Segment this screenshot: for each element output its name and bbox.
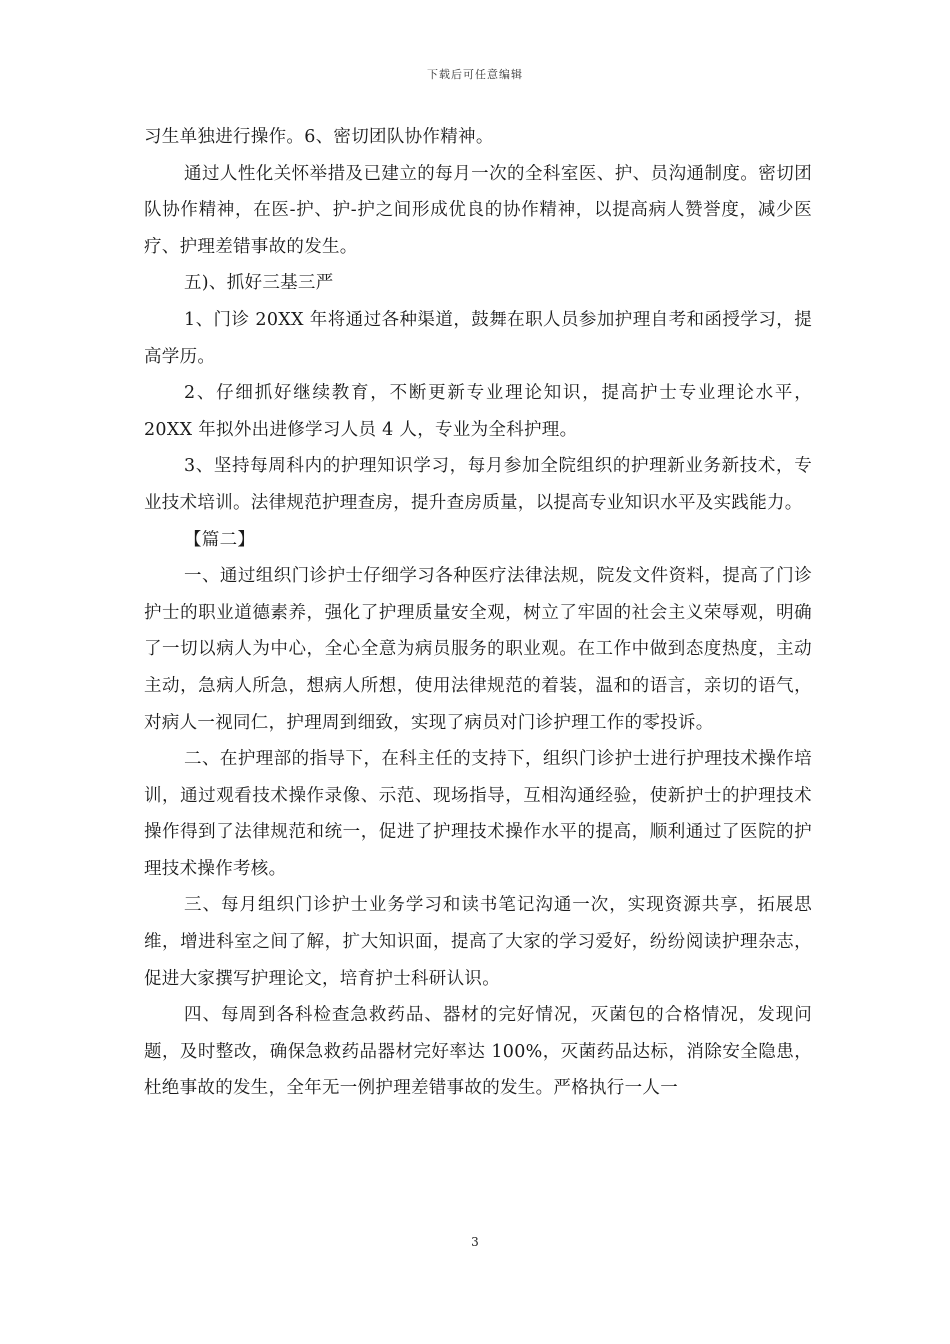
section-heading-5: 五)、抓好三基三严 <box>184 273 334 294</box>
paragraph-item-four: 四、每周到各科检查急救药品、器材的完好情况，灭菌包的合格情况，发现问题，及时整改，确保急救药品器材完好率达 100%，灭菌药品达标，消除安全隐患，杜绝事故的发生，全年无一例护理差错事故的发生。严格执行一人一 <box>144 1005 812 1099</box>
section-heading-part-two: 【篇二】 <box>184 529 256 550</box>
paragraph-item-three: 三、每月组织门诊护士业务学习和读书笔记沟通一次，实现资源共享，拓展思维，增进科室之间了解，扩大知识面，提高了大家的学习爱好，纷纷阅读护理杂志，促进大家撰写护理论文，培育护士科研认识。 <box>144 895 812 989</box>
list-item-3: 3、坚持每周科内的护理知识学习，每月参加全院组织的护理新业务新技术，专业技术培训。法律规范护理查房，提升查房质量，以提高专业知识水平及实践能力。 <box>144 456 812 513</box>
list-item-1: 1、门诊 20XX 年将通过各种渠道，鼓舞在职人员参加护理自考和函授学习，提高学历。 <box>144 309 812 367</box>
paragraph-1: 习生单独进行操作。6、密切团队协作精神。 <box>144 127 494 147</box>
paragraph-item-one: 一、通过组织门诊护士仔细学习各种医疗法律法规，院发文件资料，提高了门诊护士的职业道德素养，强化了护理质量安全观，树立了牢固的社会主义荣辱观，明确了一切以病人为中心，全心全意为病员服务的职业观。在工作中做到态度热度，主动主动，急病人所急，想病人所想，使用法律规范的着装，温和的语言，亲切的语气，对病人一视同仁，护理周到细致，实现了病员对门诊护理工作的零投诉。 <box>144 566 812 733</box>
page-number: 3 <box>471 1235 479 1249</box>
list-item-2: 2、仔细抓好继续教育，不断更新专业理论知识，提高护士专业理论水平，20XX 年拟外出进修学习人员 4 人，专业为全科护理。 <box>144 383 812 440</box>
paragraph-item-two: 二、在护理部的指导下，在科主任的支持下，组织门诊护士进行护理技术操作培训，通过观看技术操作录像、示范、现场指导，互相沟通经验，使新护士的护理技术操作得到了法律规范和统一，促进了护理技术操作水平的提高，顺利通过了医院的护理技术操作考核。 <box>144 749 812 879</box>
paragraph-2: 通过人性化关怀举措及已建立的每月一次的全科室医、护、员沟通制度。密切团队协作精神，在医-护、护-护之间形成优良的协作精神，以提高病人赞誉度，减少医疗、护理差错事故的发生。 <box>144 163 812 257</box>
document-body <box>144 119 812 1107</box>
page-header: 下载后可任意编辑 <box>427 68 523 81</box>
